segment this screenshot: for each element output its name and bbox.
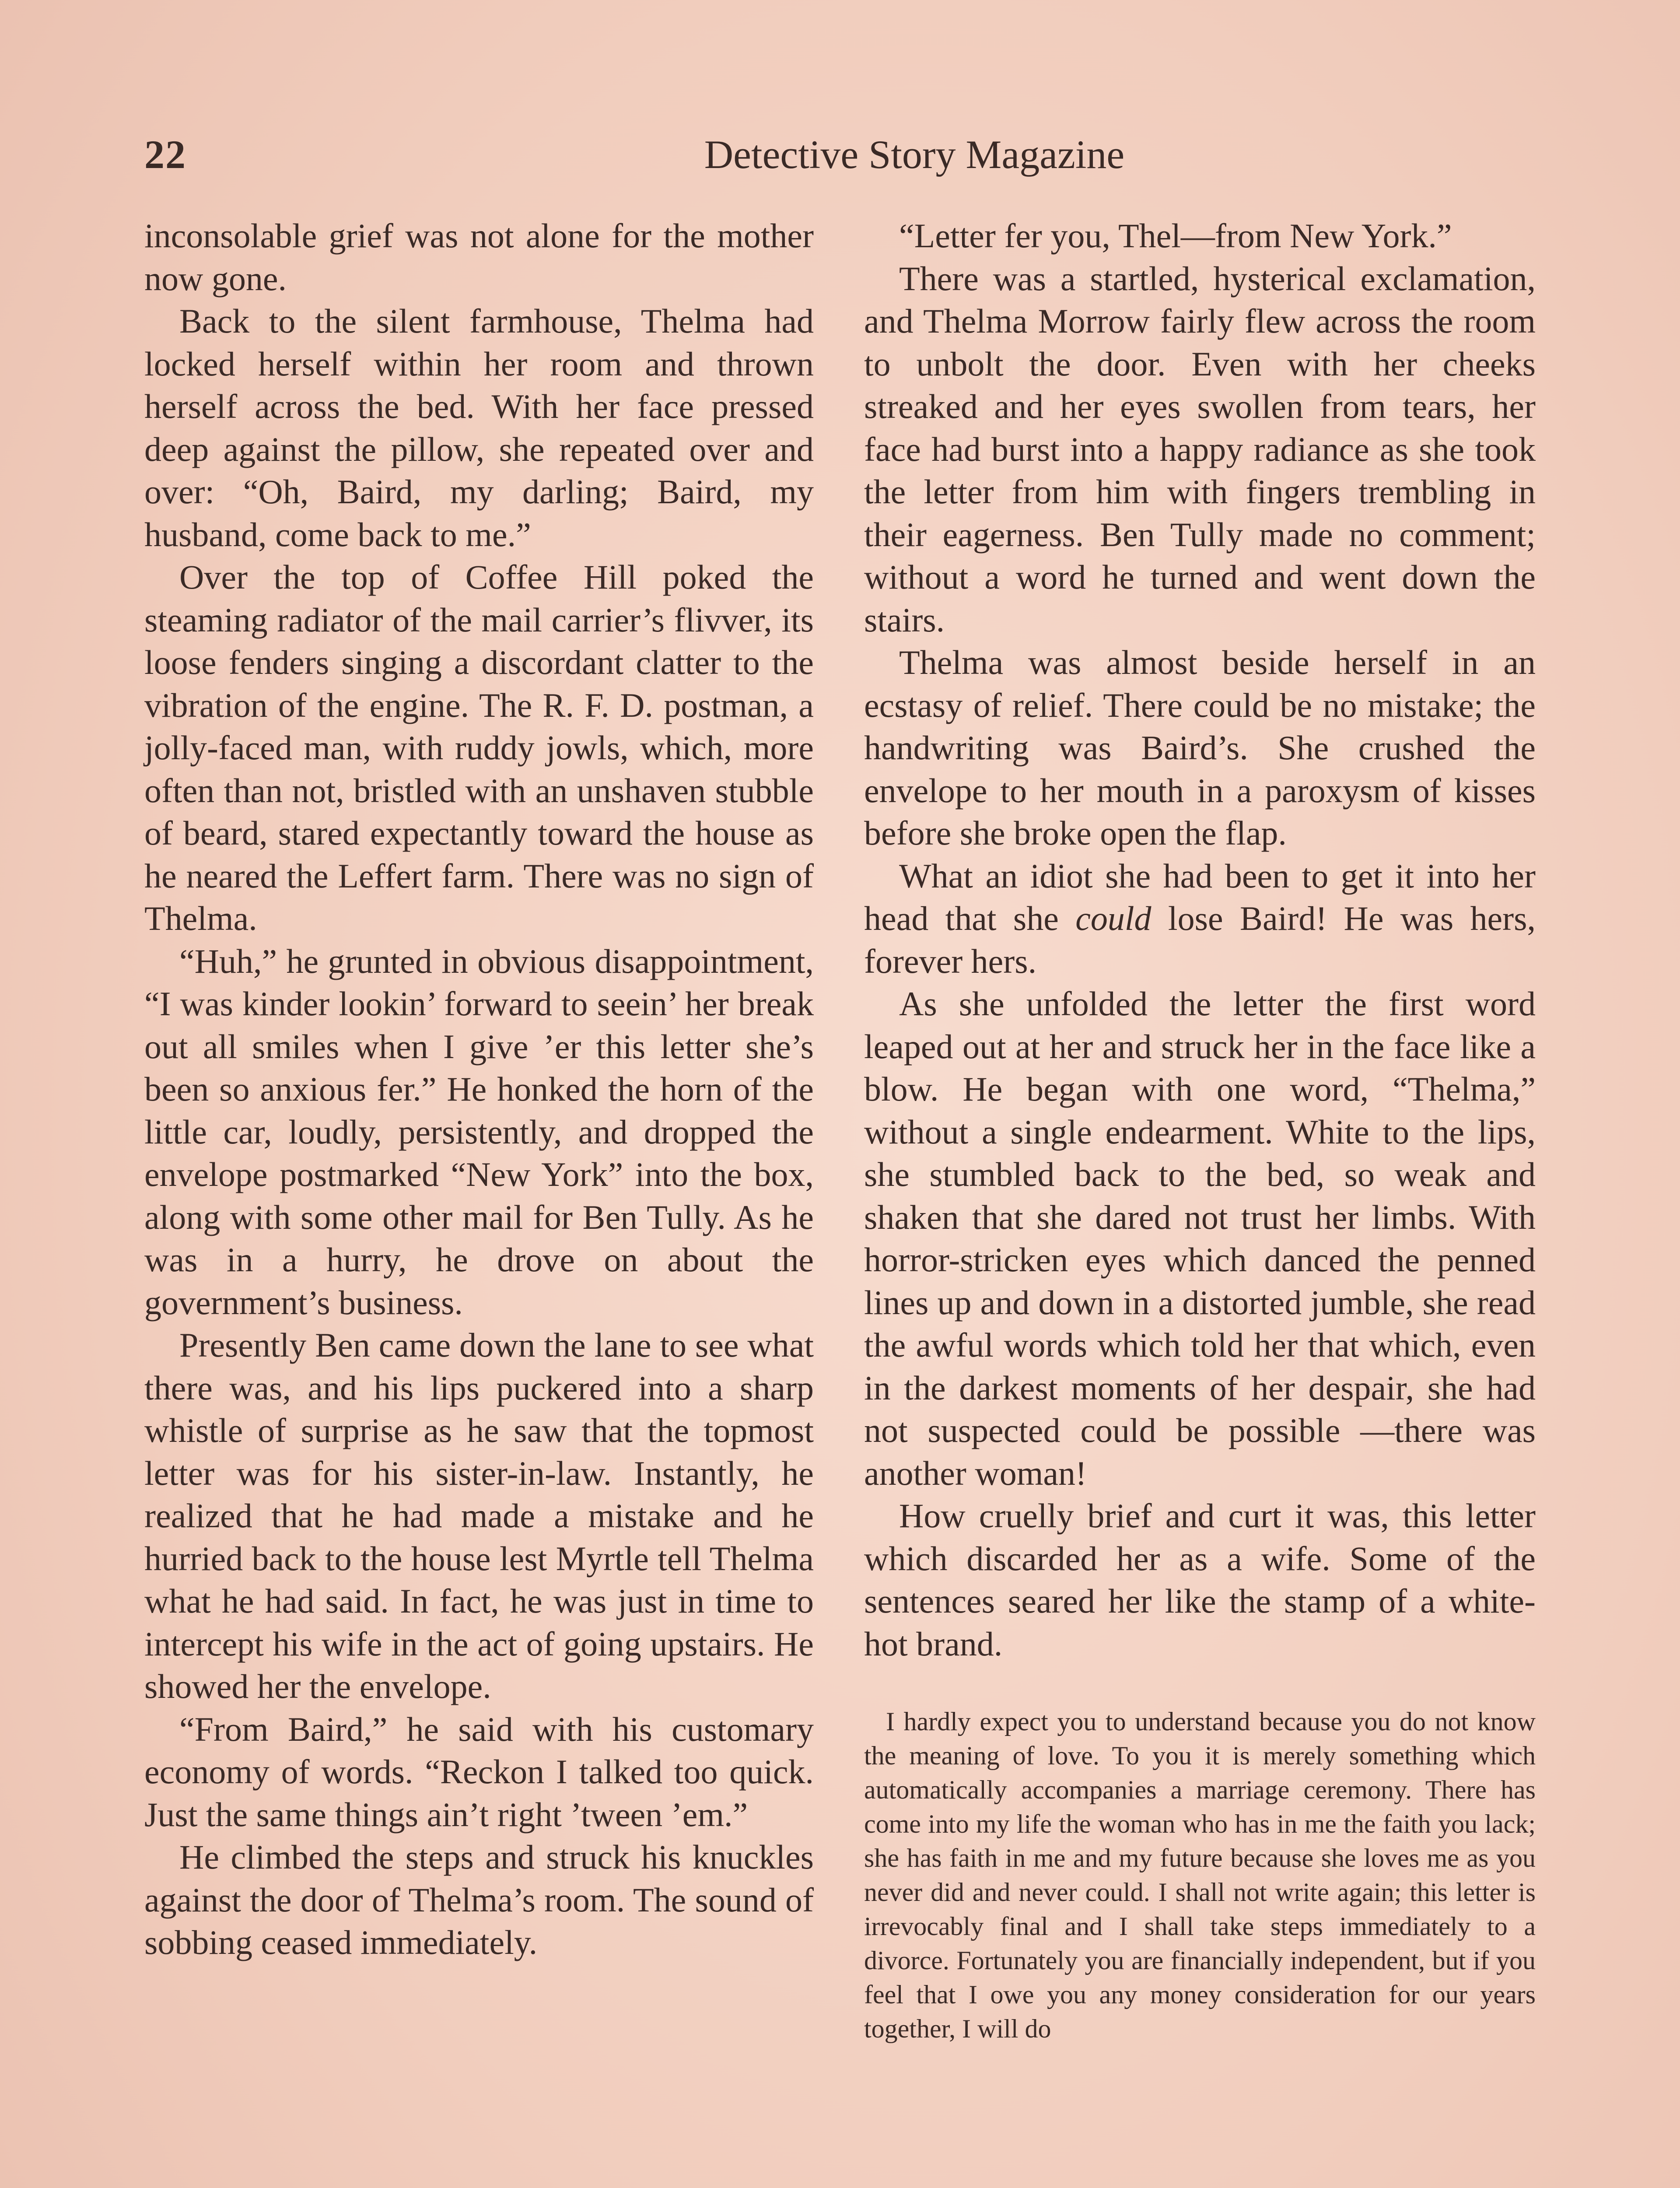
paragraph: “Huh,” he grunted in obvious disappointment, “I was kinder lookin’ forward to seein’ her break out all smiles when I give ’er this letter she’s been so anxious fer.” He honked the horn of the little car, loudly, persistently, and dropped the envelope postmarked “New York” into the box, along with some other mail for Ben Tully. As he was in a hurry, he drove on about the government’s business. — [144, 942, 814, 1322]
paragraph: As she unfolded the letter the first word leaped out at her and struck her in the face like a blow. He began with one word, “Thelma,” without a single endearment. White to the lips, she stumbled back to the bed, so weak and shaken that she dared not trust her limbs. With horror-stricken eyes which danced the penned lines up and down in a distorted jumble, she read the awful words which told her that which, even in the darkest moments of her despair, she had not suspected could be possible —there was another woman! — [864, 985, 1536, 1492]
paragraph: Back to the silent farmhouse, Thelma had locked herself within her room and thrown herself across the bed. With her face pressed deep against the pillow, she repeated over and over: “Oh, Baird, my darling; Baird, my husband, come back to me.” — [144, 302, 814, 554]
emphasis-text: could — [1075, 899, 1152, 937]
page-header — [144, 131, 1536, 193]
paragraph — [864, 855, 1536, 983]
paragraph: “From Baird,” he said with his customary economy of words. “Reckon I talked too quick. Just the same things ain’t right ’tween ’em.” — [144, 1710, 814, 1834]
page-number: 22 — [144, 132, 186, 177]
paragraph: inconsolable grief was not alone for the mother now gone. — [144, 217, 814, 298]
paragraph: There was a startled, hysterical exclamation, and Thelma Morrow fairly flew across the room to unbolt the door. Even with her cheeks streaked and her eyes swollen from tears, her face had burst into a happy radiance as she took the letter from him with fingers trembling in their eagerness. Ben Tully made no comment; without a word he turned and went down the stairs. — [864, 259, 1536, 639]
right-column — [864, 214, 1536, 2188]
running-title: Detective Story Magazine — [704, 132, 1125, 177]
paragraph: Thelma was almost beside herself in an ecstasy of relief. There could be no mistake; the handwriting was Baird’s. She crushed the envelope to her mouth in a paroxysm of kisses before she broke open the flap. — [864, 643, 1536, 852]
paragraph: “Letter fer you, Thel—from New York.” — [899, 217, 1452, 255]
paragraph: How cruelly brief and curt it was, this letter which discarded her as a wife. Some of the sentences seared her like the stamp of a white-hot brand. — [864, 1497, 1536, 1663]
left-column — [144, 214, 814, 2188]
paragraph: Presently Ben came down the lane to see what there was, and his lips puckered into a sharp whistle of surprise as he saw that the topmost letter was for his sister-in-law. Instantly, he realized that he had made a mistake and he hurried back to the house lest Myrtle tell Thelma what he had said. In fact, he was just in time to intercept his wife in the act of going upstairs. He showed her the envelope. — [144, 1326, 814, 1705]
paragraph-text: lose Baird! He was hers, forever hers. — [864, 899, 1536, 980]
paragraph: He climbed the steps and struck his knuckles against the door of Thelma’s room. The sound of sobbing ceased immediately. — [144, 1838, 814, 1961]
paragraph-text: What an idiot she had been to get it into her head that she — [864, 856, 1536, 937]
letter-quote: I hardly expect you to understand because you do not know the meaning of love. To you it is merely something which automatically accompanies a marriage ceremony. There has come into my life the woman who has in me the faith you lack; she has faith in me and my future because she loves me as you never did and never could. I shall not write again; this letter is irrevocably final and I shall take steps immediately to a divorce. Fortunately you are financially independent, but if you feel that I owe you any money consideration for our years together, I will do — [864, 1707, 1536, 2043]
paragraph: Over the top of Coffee Hill poked the steaming radiator of the mail carrier’s flivver, its loose fenders singing a discordant clatter to the vibration of the engine. The R. F. D. postman, a jolly-faced man, with ruddy jowls, which, more often than not, bristled with an unshaven stubble of beard, stared expectantly toward the house as he neared the Leffert farm. There was no sign of Thelma. — [144, 558, 814, 937]
